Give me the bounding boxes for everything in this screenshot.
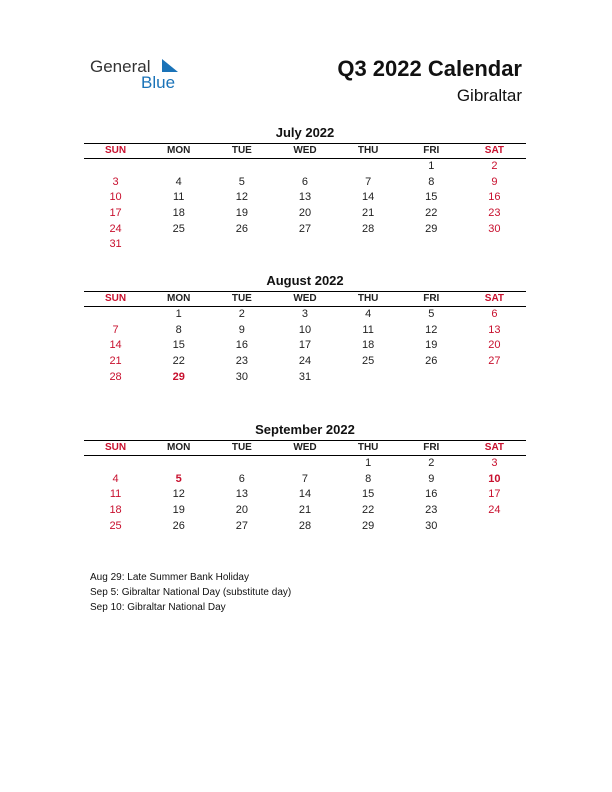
- day-cell: 12: [425, 323, 438, 336]
- day-cell: 14: [298, 488, 312, 501]
- day-cell: 7: [112, 323, 119, 336]
- month-title: August 2022: [266, 273, 344, 288]
- day-cell: 1: [365, 457, 372, 469]
- weekday-header-mon: MON: [147, 144, 210, 159]
- day-cell: 22: [425, 207, 438, 220]
- empty-day-cell: [210, 456, 273, 472]
- day-cell: 24: [298, 355, 312, 368]
- day-cell: 16: [488, 191, 501, 204]
- empty-day-cell: [210, 237, 273, 253]
- empty-day-cell: [147, 159, 210, 175]
- day-cell: 22: [362, 504, 375, 517]
- empty-day-cell: [210, 159, 273, 175]
- day-cell: 19: [172, 504, 185, 517]
- day-cell: 27: [235, 519, 248, 532]
- empty-day-cell: [337, 237, 400, 253]
- day-cell: 28: [109, 370, 122, 383]
- weekday-header-mon: MON: [147, 441, 210, 456]
- weekday-header-fri: FRI: [400, 441, 463, 456]
- holiday-notes: [90, 570, 291, 615]
- day-cell: 9: [491, 175, 498, 188]
- weekday-header-thu: THU: [337, 292, 400, 307]
- day-cell: 30: [235, 370, 248, 383]
- day-cell: 23: [488, 207, 501, 220]
- day-cell: 9: [428, 472, 435, 485]
- day-cell: 24: [109, 222, 122, 235]
- day-cell: 23: [235, 355, 248, 368]
- empty-day-cell: [337, 370, 400, 386]
- weekday-header-wed: WED: [273, 441, 336, 456]
- day-cell: 28: [298, 519, 312, 532]
- day-cell: 8: [365, 472, 372, 485]
- day-cell: 30: [425, 519, 438, 532]
- weekday-header-tue: TUE: [210, 292, 273, 307]
- day-cell: 19: [425, 339, 438, 352]
- day-cell: 6: [491, 308, 498, 320]
- day-cell: 5: [175, 472, 182, 485]
- day-cell: 9: [238, 323, 245, 336]
- empty-day-cell: [273, 456, 336, 472]
- weekday-header-sat: SAT: [463, 292, 526, 307]
- day-cell: 4: [175, 175, 182, 188]
- weekday-header-wed: WED: [273, 144, 336, 159]
- logo-text-blue: Blue: [141, 73, 176, 92]
- day-cell: 5: [238, 175, 245, 188]
- empty-day-cell: [84, 159, 147, 175]
- day-cell: 20: [235, 504, 248, 517]
- empty-day-cell: [273, 237, 336, 253]
- month-july: [84, 125, 526, 253]
- day-cell: 17: [488, 488, 501, 501]
- day-cell: 4: [365, 308, 372, 320]
- empty-day-cell: [337, 159, 400, 175]
- page-subtitle: Gibraltar: [456, 86, 522, 105]
- day-cell: 4: [112, 472, 119, 485]
- weekday-header-sun: SUN: [84, 441, 147, 456]
- day-cell: 10: [109, 191, 122, 204]
- day-cell: 10: [298, 323, 312, 336]
- day-cell: 17: [298, 339, 312, 352]
- empty-day-cell: [400, 370, 463, 386]
- empty-day-cell: [273, 159, 336, 175]
- logo-text-general: General: [90, 57, 151, 76]
- day-cell: 15: [172, 339, 185, 352]
- day-cell: 3: [301, 308, 309, 320]
- day-cell: 2: [238, 308, 245, 320]
- day-cell: 7: [301, 472, 309, 485]
- empty-day-cell: [84, 456, 147, 472]
- day-cell: 21: [362, 207, 375, 220]
- day-cell: 13: [235, 488, 248, 501]
- day-cell: 20: [488, 339, 501, 352]
- day-cell: 11: [362, 323, 374, 336]
- empty-day-cell: [463, 237, 526, 253]
- empty-day-cell: [463, 370, 526, 386]
- day-cell: 7: [365, 175, 372, 188]
- weekday-header-mon: MON: [147, 292, 210, 307]
- day-cell: 18: [362, 339, 375, 352]
- day-cell: 25: [362, 355, 375, 368]
- day-cell: 29: [362, 519, 375, 532]
- weekday-header-tue: TUE: [210, 441, 273, 456]
- day-cell: 6: [301, 175, 309, 188]
- day-cell: 8: [428, 175, 435, 188]
- empty-day-cell: [147, 237, 210, 253]
- day-cell: 16: [425, 488, 438, 501]
- day-cell: 13: [298, 191, 312, 204]
- day-cell: 2: [491, 160, 498, 172]
- day-cell: 28: [362, 222, 375, 235]
- day-cell: 8: [175, 323, 182, 336]
- weekday-header-sun: SUN: [84, 144, 147, 159]
- page-title: Q3 2022 Calendar: [337, 56, 522, 81]
- day-cell: 27: [488, 355, 501, 368]
- day-cell: 12: [235, 191, 248, 204]
- day-cell: 15: [425, 191, 438, 204]
- day-cell: 2: [428, 457, 435, 469]
- weekday-header-thu: THU: [337, 441, 400, 456]
- month-title: September 2022: [255, 422, 355, 437]
- day-cell: 6: [238, 472, 245, 485]
- day-cell: 26: [172, 519, 185, 532]
- weekday-header-sun: SUN: [84, 292, 147, 307]
- weekday-header-tue: TUE: [210, 144, 273, 159]
- day-cell: 25: [172, 222, 185, 235]
- day-cell: 26: [425, 355, 438, 368]
- day-cell: 15: [362, 488, 375, 501]
- empty-day-cell: [84, 307, 147, 323]
- empty-day-cell: [400, 237, 463, 253]
- day-cell: 16: [235, 339, 248, 352]
- calendar-grid: [84, 143, 526, 253]
- weekday-header-fri: FRI: [400, 292, 463, 307]
- day-cell: 3: [491, 457, 498, 469]
- month-title: July 2022: [275, 125, 335, 140]
- day-cell: 30: [488, 222, 501, 235]
- day-cell: 23: [425, 504, 438, 517]
- month-august: [84, 273, 526, 385]
- day-cell: 31: [109, 238, 122, 251]
- weekday-header-wed: WED: [273, 292, 336, 307]
- day-cell: 31: [298, 370, 312, 383]
- day-cell: 11: [173, 191, 185, 204]
- day-cell: 19: [235, 207, 248, 220]
- weekday-header-sat: SAT: [463, 441, 526, 456]
- day-cell: 20: [298, 207, 312, 220]
- empty-day-cell: [147, 456, 210, 472]
- day-cell: 5: [428, 308, 435, 320]
- day-cell: 14: [109, 339, 122, 352]
- weekday-header-fri: FRI: [400, 144, 463, 159]
- day-cell: 1: [175, 308, 182, 320]
- day-cell: 18: [109, 504, 122, 517]
- day-cell: 11: [109, 488, 122, 501]
- day-cell: 13: [488, 323, 501, 336]
- day-cell: 18: [172, 207, 185, 220]
- day-cell: 12: [172, 488, 185, 501]
- day-cell: 29: [425, 222, 438, 235]
- day-cell: 1: [428, 160, 435, 172]
- holiday-note: Aug 29: Late Summer Bank Holiday: [90, 572, 249, 583]
- day-cell: 22: [172, 355, 185, 368]
- calendar-grid: [84, 291, 526, 385]
- holiday-note: Sep 5: Gibraltar National Day (substitute day): [90, 587, 292, 598]
- day-cell: 21: [109, 355, 122, 368]
- day-cell: 29: [172, 370, 185, 383]
- day-cell: 24: [488, 504, 501, 517]
- empty-day-cell: [463, 519, 526, 535]
- holiday-note: Sep 10: Gibraltar National Day: [90, 602, 226, 613]
- day-cell: 27: [298, 222, 312, 235]
- day-cell: 17: [109, 207, 122, 220]
- day-cell: 26: [235, 222, 248, 235]
- day-cell: 14: [362, 191, 375, 204]
- day-cell: 21: [298, 504, 312, 517]
- weekday-header-thu: THU: [337, 144, 400, 159]
- day-cell: 25: [109, 519, 122, 532]
- logo-flag-icon: [162, 59, 178, 72]
- weekday-header-sat: SAT: [463, 144, 526, 159]
- day-cell: 3: [112, 175, 119, 188]
- day-cell: 10: [488, 472, 501, 485]
- month-september: [84, 422, 526, 534]
- calendar-grid: [84, 440, 526, 534]
